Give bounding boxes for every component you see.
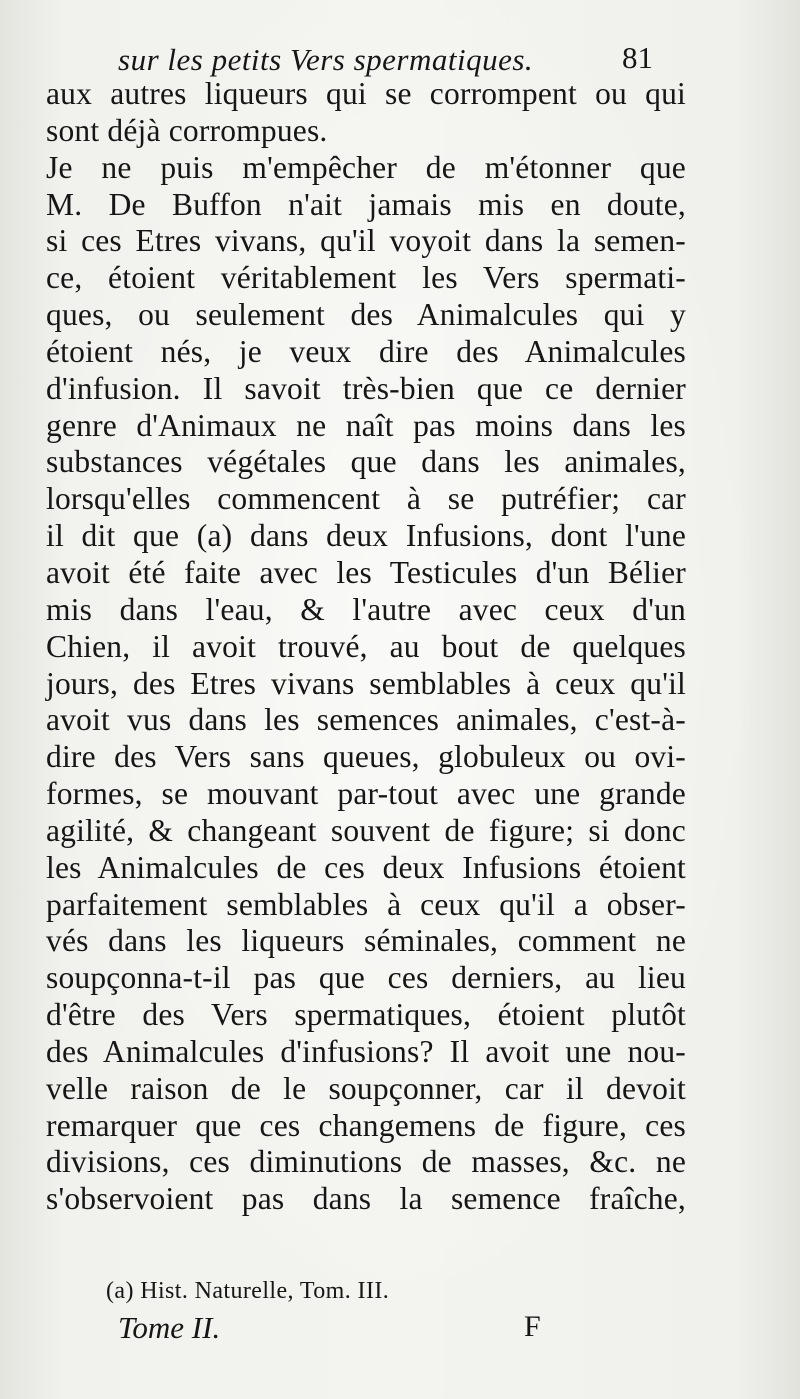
text-line: remarquer que ces changemens de figure, ces [46,1107,686,1143]
page-number: 81 [622,40,653,75]
text-line: des Animalcules d'infusions? Il avoit une nou- [46,1033,686,1069]
text-line: si ces Etres vivans, qu'il voyoit dans la semen- [46,223,686,259]
text-line: jours, des Etres vivans semblables à ceux qu'il [46,665,686,701]
text-line: d'infusion. Il savoit très-bien que ce dernier [46,370,686,406]
text-line: s'observoient pas dans la semence fraîche, [46,1181,686,1217]
text-line: divisions, ces diminutions de masses, &c. ne [46,1144,686,1180]
text-line: ques, ou seulement des Animalcules qui y [46,297,686,333]
text-line: velle raison de le soupçonner, car il devoit [46,1070,686,1106]
footnote: (a) Hist. Naturelle, Tom. III. [106,1278,390,1304]
text-line: d'être des Vers spermatiques, étoient plutôt [46,997,686,1033]
text-line: lorsqu'elles commencent à se putréfier; car [46,481,686,517]
text-line: ce, étoient véritablement les Vers spermati- [46,260,686,296]
text-line: Je ne puis m'empêcher de m'étonner que [46,149,686,185]
text-line: vés dans les liqueurs séminales, comment ne [46,923,686,959]
text-line: dire des Vers sans queues, globuleux ou ovi- [46,739,686,775]
running-head: sur les petits Vers spermatiques. [118,42,534,77]
text-line: soupçonna-t-il pas que ces derniers, au lieu [46,960,686,996]
text-line: avoit vus dans les semences animales, c'est-à- [46,702,686,738]
text-line: agilité, & changeant souvent de figure; si donc [46,812,686,848]
body-text [46,76,686,1218]
text-line: les Animalcules de ces deux Infusions étoient [46,849,686,885]
text-line: aux autres liqueurs qui se corrompent ou qui [46,76,686,111]
text-line: parfaitement semblables à ceux qu'il a obser- [46,886,686,922]
text-line: M. De Buffon n'ait jamais mis en doute, [46,186,686,222]
text-line: formes, se mouvant par-tout avec une grande [46,776,686,812]
text-line: Chien, il avoit trouvé, au bout de quelques [46,628,686,664]
gathering-signature: F [524,1310,541,1343]
text-line: avoit été faite avec les Testicules d'un Bélier [46,554,686,590]
text-line: genre d'Animaux ne naît pas moins dans les [46,407,686,443]
text-line: étoient nés, je veux dire des Animalcules [46,333,686,369]
text-line: sont déjà corrompues. [46,112,328,148]
text-line: il dit que (a) dans deux Infusions, dont l'une [46,518,686,554]
volume-signature: Tome II. [118,1310,221,1345]
text-line: mis dans l'eau, & l'autre avec ceux d'un [46,591,686,627]
text-line: substances végétales que dans les animales, [46,444,686,480]
